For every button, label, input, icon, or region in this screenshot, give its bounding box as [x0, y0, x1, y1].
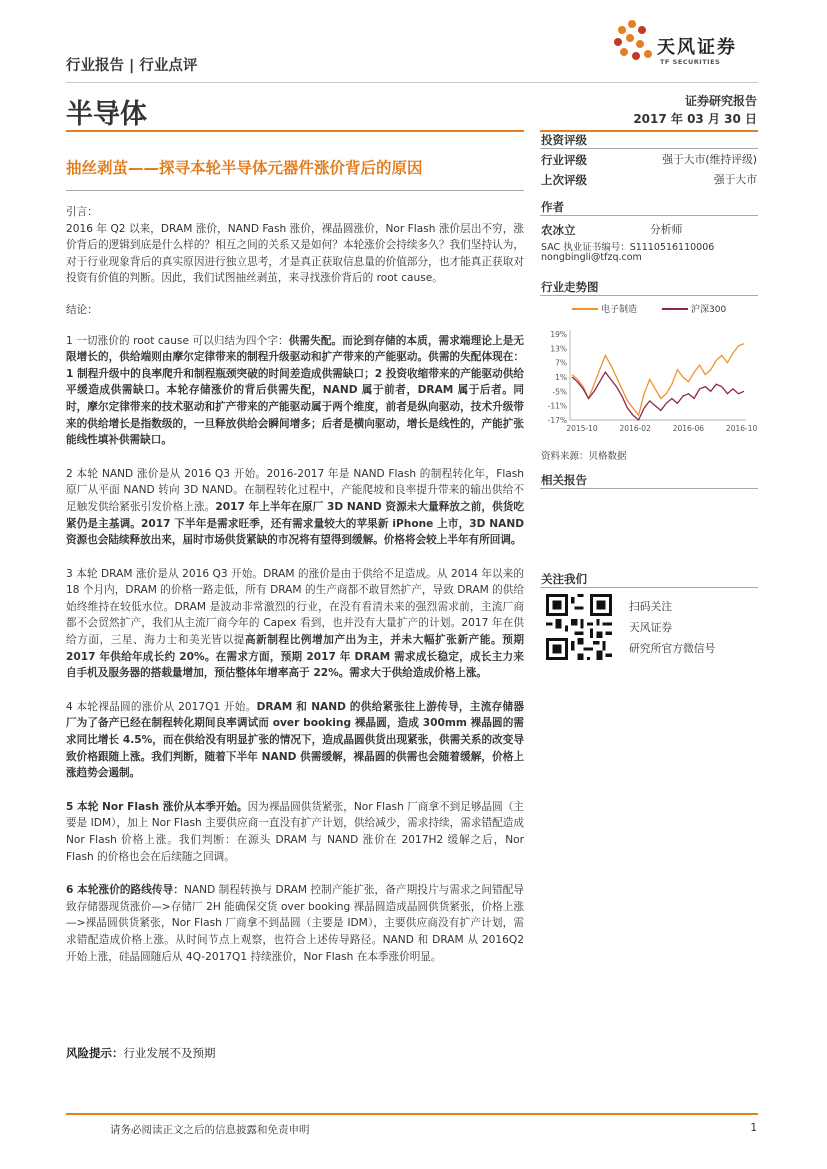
follow-line-1: 扫码关注: [629, 600, 673, 613]
legend-label-hs300: 沪深300: [691, 305, 727, 315]
footer-disclaimer: 请务必阅读正文之后的信息披露和免责申明: [110, 1124, 310, 1136]
report-type: 行业报告 | 行业点评: [66, 58, 198, 74]
report-title: 抽丝剥茧——探寻本轮半导体元器件涨价背后的原因: [66, 159, 423, 177]
industry-rating-value: 强于大市(维持评级): [662, 153, 757, 166]
title-divider-top: [66, 130, 524, 132]
author-divider: [540, 215, 758, 216]
report-date: 2017 年 03 月 30 日: [633, 112, 757, 126]
author-role: 分析师: [650, 223, 683, 236]
conclusion-point-1: 1 一切涨价的 root cause 可以归结为四个字：供需失配。而论到存储的本质，需求端理论上是无限增长的，供给端则由摩尔定律带来的制程升级驱动和扩产带来的产能驱动。供需的失配体现在：1 制程升级中的良率爬升和制程瓶颈突破的时间差造成供需缺口；2 投资收缩带来的产能驱动供给平缓造成供需缺口。本轮存储涨价的背后供需失配，NAND 属于前者，DRAM 属于后者。同时，摩尔定律带来的技术驱动和扩产带来的产能驱动属于两个维度，前者是纵向驱动，技术升级带来的供给增长是指数级的，一旦释放供给会瞬间增多；后者是横向驱动，增长是线性的，产能扩张能线性填补供需缺口。: [66, 334, 525, 447]
qr-code-icon[interactable]: [546, 594, 612, 660]
industry-rating-label: 行业评级: [541, 153, 587, 167]
chart-source: 资料来源：贝格数据: [541, 451, 627, 462]
footer-divider: [66, 1113, 758, 1115]
y-tick-label: 7%: [555, 358, 567, 368]
conclusion-point-5: 5 本轮 Nor Flash 涨价从本季开始。因为裸晶圆供货紧张，Nor Flash 厂商拿不到足够晶圆（主要是 IDM），加上 Nor Flash 主要供应商一直没有扩产计划，供给减少，需求持续，需求错配造成 Nor Flash 价格上涨。我们判断：在源头 DRAM 与 NAND 涨价在 2017H2 缓解之后，Nor Flash 的价格也会在后续随之回调。: [66, 800, 524, 863]
follow-title: 关注我们: [541, 572, 587, 586]
x-tick-label: 2016-10: [725, 424, 758, 433]
follow-divider: [540, 587, 758, 588]
y-tick-label: -5%: [552, 387, 567, 397]
y-tick-label: -17%: [547, 416, 567, 425]
related-title: 相关报告: [541, 473, 587, 487]
follow-line-2: 天风证券: [629, 621, 673, 634]
conclusion-point-6: 6 本轮涨价的路线传导：NAND 制程转换与 DRAM 控制产能扩张，备产期投片与需求之间错配导致存储器现货涨价—>存储厂 2H 能确保交货 over booking 裸晶圆造成晶圆供货紧张，价格上涨—>裸晶圆供货紧张，Nor Flash 厂商拿不到晶圆（主要是 IDM），主要供应商没有扩产计划，需求错配造成价格上涨。从时间节点上观察，也符合上述传导路径。NAND 和 DRAM 从 2016Q2 开始上涨，硅晶圆随后从 4Q-2017Q1 持续涨价，Nor Flash 在本季涨价明显。: [66, 884, 524, 963]
rating-divider: [540, 148, 758, 149]
author-title: 作者: [541, 200, 564, 214]
y-tick-label: -11%: [547, 401, 567, 411]
intro-label: 引言：: [66, 206, 98, 218]
follow-line-3: 研究所官方微信号: [629, 642, 716, 655]
header-divider: [66, 82, 758, 83]
logo-text: 天风证券: [657, 37, 737, 58]
author-cert: SAC 执业证书编号：S1110516110006: [541, 242, 715, 253]
x-tick-label: 2016-02: [619, 424, 651, 433]
conclusion-point-2: 2 本轮 NAND 涨价是从 2016 Q3 开始。2016-2017 年是 NAND Flash 的制程转化年，Flash 原厂从平面 NAND 转向 3D NAND。在制程转化过程中，产能爬坡和良率提升带来的输出供给不足触发供给紧张引发价格上涨。2017 年上半年在原厂 3D NAND 资源未大量释放之前，供货吃紧仍是主基调。2017 下半年是需求旺季，还有需求量较大的苹果新 iPhone 上市，3D NAND 资源也会陆续释放出来，届时市场供货紧缺的市况将有望得到缓解。价格将会较上半年有所回调。: [66, 467, 524, 547]
tf-logo-icon: [610, 18, 658, 68]
related-divider: [540, 488, 758, 489]
page-number: 1: [750, 1122, 757, 1134]
rating-title: 投资评级: [541, 133, 587, 147]
industry-trend-chart: [540, 298, 758, 438]
risk-warning: 风险提示：行业发展不及预期: [66, 1046, 216, 1060]
conclusion-point-3: 3 本轮 DRAM 涨价是从 2016 Q3 开始。DRAM 的涨价是由于供给不足造成。从 2014 年以来的 18 个月内，DRAM 的价格一路走低，所有 DRAM 的生产商都不敢冒然扩产，导致 DRAM 的供给始终维持在较低水位。DRAM 是波动非常激烈的行业，在没有看清未来的强烈需求前，主流厂商都不会贸然扩产，我们从主流厂商今年的 Capex 看到，也并没有大量扩产的计划。2017 年在供给方面，三星、海力士和美光皆以提高新制程比例增加产出为主，并未大幅扩张新产能。预期 2017 年供给年成长约 20%。在需求方面，预期 2017 年 DRAM 需求成长稳定，成长主力来自手机及服务器的搭载量增加，预估整体年增率高于 22%。需求大于供给造成价格上涨。: [66, 567, 525, 680]
logo-text-en: TF SECURITIES: [660, 58, 721, 66]
report-body: [66, 204, 524, 965]
title-divider-bottom: [66, 190, 524, 191]
x-tick-label: 2016-06: [672, 424, 705, 433]
y-tick-label: 19%: [550, 330, 567, 339]
series-line-1: [572, 372, 744, 420]
sector-title: 半导体: [66, 99, 147, 130]
prev-rating-value: 强于大市: [713, 173, 757, 186]
author-email[interactable]: nongbingli@tfzq.com: [541, 252, 642, 263]
conclusion-label: 结论：: [66, 303, 98, 316]
author-name: 农冰立: [541, 223, 576, 237]
trend-divider: [540, 295, 758, 296]
y-tick-label: 13%: [550, 344, 567, 354]
report-category: 证券研究报告: [684, 94, 757, 108]
series-line-0: [572, 344, 744, 416]
y-tick-label: 1%: [555, 373, 567, 382]
conclusion-point-4: 4 本轮裸晶圆的涨价从 2017Q1 开始。DRAM 和 NAND 的供给紧张往上游传导，主流存储器厂为了备产已经在制程转化期间良率调试而 over booking 裸晶圆，造成 300mm 裸晶圆的需求同比增长 4.5%，而在供给没有明显扩张的情况下，造成晶圆供货出现紧张，供需关系的改变导致价格跟随上涨。我们判断，随着下半年 NAND 供需缓解，裸晶圆的供需也会随着缓解，价格上涨趋势会遏制。: [66, 700, 524, 780]
prev-rating-label: 上次评级: [541, 173, 587, 187]
trend-title: 行业走势图: [541, 280, 599, 294]
x-tick-label: 2015-10: [566, 424, 598, 433]
intro-paragraph: 2016 年 Q2 以来，DRAM 涨价，NAND Fash 涨价，裸晶圆涨价，Nor Flash 涨价层出不穷，涨价背后的逻辑到底是什么样的？相互之间的关系又是如何？本轮涨价会持续多久？我们坚持认为，对于行业现象背后的真实原因进行独立思考，才是真正获取信息量的价值部分，也才能真正获取对投资有价值的判断。因此，我们试图抽丝剥茧，来寻找涨价背后的 root cause。: [66, 222, 524, 285]
legend-label-electronics: 电子制造: [601, 305, 638, 315]
